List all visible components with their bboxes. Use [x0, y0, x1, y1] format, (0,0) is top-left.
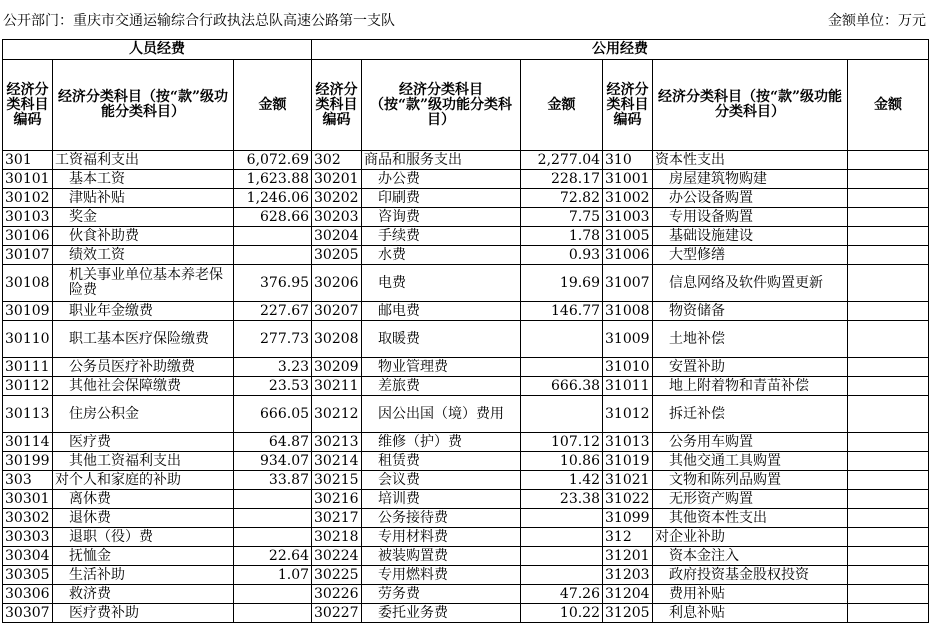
- item-amount-cell: 19.69: [521, 265, 603, 302]
- item-amount-cell: [234, 585, 312, 604]
- item-amount-cell: [848, 509, 929, 528]
- item-code-cell: 30303: [3, 528, 53, 547]
- item-name-cell: 电费: [362, 265, 521, 302]
- table-row: [3, 509, 929, 528]
- item-name-cell: 大型修缮: [653, 246, 848, 265]
- item-name-cell: 劳务费: [362, 585, 521, 604]
- column-header-code: 经济分类科目编码: [603, 60, 653, 151]
- item-amount-cell: [848, 585, 929, 604]
- item-name-cell: 无形资产购置: [653, 490, 848, 509]
- item-code-cell: 31009: [603, 321, 653, 358]
- item-name-cell: 机关事业单位基本养老保险费: [53, 265, 234, 302]
- column-header-code: 经济分类科目编码: [3, 60, 53, 151]
- table-row: [3, 358, 929, 377]
- table-row: [3, 189, 929, 208]
- item-code-cell: 30307: [3, 604, 53, 623]
- item-code-cell: 30112: [3, 377, 53, 396]
- item-code-cell: 30217: [312, 509, 362, 528]
- item-amount-cell: [848, 189, 929, 208]
- table-row: [3, 528, 929, 547]
- item-code-cell: 30113: [3, 396, 53, 433]
- item-code-cell: 30305: [3, 566, 53, 585]
- column-header-name: 经济分类科目（按“款”级功能分类科目）: [53, 60, 234, 151]
- item-name-cell: 其他资本性支出: [653, 509, 848, 528]
- item-amount-cell: [234, 490, 312, 509]
- item-name-cell: 信息网络及软件购置更新: [653, 265, 848, 302]
- item-amount-cell: 376.95: [234, 265, 312, 302]
- item-name-cell: 伙食补助费: [53, 227, 234, 246]
- item-code-cell: 30214: [312, 452, 362, 471]
- item-code-cell: 310: [603, 151, 653, 170]
- item-amount-cell: [848, 528, 929, 547]
- item-amount-cell: [848, 490, 929, 509]
- table-row: [3, 170, 929, 189]
- table-row: [3, 547, 929, 566]
- item-code-cell: 30301: [3, 490, 53, 509]
- table-row: [3, 396, 929, 433]
- item-name-cell: 对企业补助: [653, 528, 848, 547]
- item-name-cell: 租赁费: [362, 452, 521, 471]
- table-row: [3, 265, 929, 302]
- item-amount-cell: [848, 227, 929, 246]
- item-name-cell: 被装购置费: [362, 547, 521, 566]
- item-amount-cell: [848, 547, 929, 566]
- item-name-cell: 津贴补贴: [53, 189, 234, 208]
- item-amount-cell: 1.42: [521, 471, 603, 490]
- item-name-cell: 水费: [362, 246, 521, 265]
- group-header-personnel: 人员经费: [3, 40, 312, 60]
- item-amount-cell: [848, 396, 929, 433]
- item-name-cell: 因公出国（境）费用: [362, 396, 521, 433]
- item-amount-cell: [848, 170, 929, 189]
- item-code-cell: 30205: [312, 246, 362, 265]
- item-code-cell: 30203: [312, 208, 362, 227]
- item-code-cell: 30110: [3, 321, 53, 358]
- item-name-cell: 咨询费: [362, 208, 521, 227]
- item-code-cell: 30302: [3, 509, 53, 528]
- item-name-cell: 医疗费补助: [53, 604, 234, 623]
- table-row: [3, 452, 929, 471]
- column-header-name: 经济分类科目（按“款”级功能分类科目）: [362, 60, 521, 151]
- item-code-cell: 30108: [3, 265, 53, 302]
- item-code-cell: 31002: [603, 189, 653, 208]
- table-row: [3, 208, 929, 227]
- group-header-public: 公用经费: [312, 40, 929, 60]
- item-code-cell: 302: [312, 151, 362, 170]
- item-code-cell: 30206: [312, 265, 362, 302]
- item-amount-cell: [521, 396, 603, 433]
- item-amount-cell: [848, 566, 929, 585]
- item-code-cell: 30111: [3, 358, 53, 377]
- table-row: [3, 302, 929, 321]
- item-name-cell: 专用燃料费: [362, 566, 521, 585]
- table-row: [3, 321, 929, 358]
- item-code-cell: 31007: [603, 265, 653, 302]
- item-name-cell: 其他工资福利支出: [53, 452, 234, 471]
- item-amount-cell: 2,277.04: [521, 151, 603, 170]
- item-name-cell: 专用设备购置: [653, 208, 848, 227]
- column-header-code: 经济分类科目编码: [312, 60, 362, 151]
- item-amount-cell: 23.38: [521, 490, 603, 509]
- item-code-cell: 31003: [603, 208, 653, 227]
- item-name-cell: 安置补助: [653, 358, 848, 377]
- item-amount-cell: 6,072.69: [234, 151, 312, 170]
- item-code-cell: 31010: [603, 358, 653, 377]
- item-name-cell: 土地补偿: [653, 321, 848, 358]
- item-code-cell: 30204: [312, 227, 362, 246]
- item-name-cell: 办公设备购置: [653, 189, 848, 208]
- item-name-cell: 会议费: [362, 471, 521, 490]
- item-name-cell: 差旅费: [362, 377, 521, 396]
- item-amount-cell: 1,623.88: [234, 170, 312, 189]
- item-name-cell: 文物和陈列品购置: [653, 471, 848, 490]
- item-code-cell: 31019: [603, 452, 653, 471]
- item-code-cell: 30107: [3, 246, 53, 265]
- table-row: [3, 246, 929, 265]
- item-code-cell: 31011: [603, 377, 653, 396]
- item-name-cell: 商品和服务支出: [362, 151, 521, 170]
- item-amount-cell: 10.86: [521, 452, 603, 471]
- item-amount-cell: [234, 246, 312, 265]
- item-name-cell: 工资福利支出: [53, 151, 234, 170]
- item-amount-cell: [848, 265, 929, 302]
- item-amount-cell: [848, 604, 929, 623]
- item-amount-cell: 47.26: [521, 585, 603, 604]
- table-row: [3, 490, 929, 509]
- item-name-cell: 培训费: [362, 490, 521, 509]
- item-code-cell: 31005: [603, 227, 653, 246]
- item-code-cell: 301: [3, 151, 53, 170]
- item-name-cell: 生活补助: [53, 566, 234, 585]
- item-code-cell: 30209: [312, 358, 362, 377]
- item-code-cell: 303: [3, 471, 53, 490]
- item-name-cell: 职工基本医疗保险缴费: [53, 321, 234, 358]
- item-amount-cell: 0.93: [521, 246, 603, 265]
- item-code-cell: 31022: [603, 490, 653, 509]
- item-amount-cell: [848, 377, 929, 396]
- item-name-cell: 其他社会保障缴费: [53, 377, 234, 396]
- item-name-cell: 基本工资: [53, 170, 234, 189]
- item-name-cell: 离休费: [53, 490, 234, 509]
- item-amount-cell: 227.67: [234, 302, 312, 321]
- amount-unit-label: 金额单位：万元: [828, 13, 926, 29]
- item-code-cell: 30114: [3, 433, 53, 452]
- item-code-cell: 30211: [312, 377, 362, 396]
- item-amount-cell: [234, 227, 312, 246]
- item-code-cell: 30304: [3, 547, 53, 566]
- column-header-amount: 金额: [848, 60, 929, 151]
- item-amount-cell: [848, 471, 929, 490]
- item-amount-cell: [234, 528, 312, 547]
- table-row: [3, 433, 929, 452]
- table-row: [3, 566, 929, 585]
- item-amount-cell: 277.73: [234, 321, 312, 358]
- item-code-cell: 30216: [312, 490, 362, 509]
- item-name-cell: 奖金: [53, 208, 234, 227]
- item-name-cell: 专用材料费: [362, 528, 521, 547]
- item-amount-cell: 7.75: [521, 208, 603, 227]
- item-code-cell: 31099: [603, 509, 653, 528]
- item-name-cell: 地上附着物和青苗补偿: [653, 377, 848, 396]
- item-amount-cell: 628.66: [234, 208, 312, 227]
- item-name-cell: 邮电费: [362, 302, 521, 321]
- item-name-cell: 印刷费: [362, 189, 521, 208]
- item-amount-cell: [848, 358, 929, 377]
- item-code-cell: 31001: [603, 170, 653, 189]
- item-code-cell: 31203: [603, 566, 653, 585]
- column-header-amount: 金额: [234, 60, 312, 151]
- expenditure-table: [2, 39, 929, 623]
- item-amount-cell: [848, 321, 929, 358]
- item-name-cell: 对个人和家庭的补助: [53, 471, 234, 490]
- item-code-cell: 30306: [3, 585, 53, 604]
- item-amount-cell: 1.07: [234, 566, 312, 585]
- item-code-cell: 31021: [603, 471, 653, 490]
- table-row: [3, 585, 929, 604]
- item-amount-cell: 3.23: [234, 358, 312, 377]
- item-code-cell: 30207: [312, 302, 362, 321]
- item-amount-cell: 10.22: [521, 604, 603, 623]
- item-amount-cell: [848, 151, 929, 170]
- item-name-cell: 其他交通工具购置: [653, 452, 848, 471]
- item-code-cell: 30226: [312, 585, 362, 604]
- item-amount-cell: [521, 547, 603, 566]
- item-name-cell: 维修（护）费: [362, 433, 521, 452]
- column-header-amount: 金额: [521, 60, 603, 151]
- item-name-cell: 公务员医疗补助缴费: [53, 358, 234, 377]
- item-amount-cell: [521, 321, 603, 358]
- item-name-cell: 政府投资基金股权投资: [653, 566, 848, 585]
- item-code-cell: 31204: [603, 585, 653, 604]
- item-name-cell: 取暖费: [362, 321, 521, 358]
- item-code-cell: 31013: [603, 433, 653, 452]
- item-code-cell: 30103: [3, 208, 53, 227]
- item-code-cell: 30208: [312, 321, 362, 358]
- table-row: [3, 604, 929, 623]
- item-amount-cell: 33.87: [234, 471, 312, 490]
- item-amount-cell: [521, 566, 603, 585]
- report-header: [0, 0, 932, 39]
- item-amount-cell: 146.77: [521, 302, 603, 321]
- item-amount-cell: [234, 604, 312, 623]
- item-amount-cell: [234, 509, 312, 528]
- item-code-cell: 30225: [312, 566, 362, 585]
- item-code-cell: 30101: [3, 170, 53, 189]
- department-label: 公开部门：重庆市交通运输综合行政执法总队高速公路第一支队: [3, 13, 395, 29]
- item-name-cell: 救济费: [53, 585, 234, 604]
- item-amount-cell: 666.38: [521, 377, 603, 396]
- item-amount-cell: 666.05: [234, 396, 312, 433]
- item-code-cell: 31205: [603, 604, 653, 623]
- item-amount-cell: [848, 208, 929, 227]
- item-amount-cell: 22.64: [234, 547, 312, 566]
- item-code-cell: 30227: [312, 604, 362, 623]
- item-amount-cell: [848, 452, 929, 471]
- item-code-cell: 30109: [3, 302, 53, 321]
- item-amount-cell: 107.12: [521, 433, 603, 452]
- item-name-cell: 办公费: [362, 170, 521, 189]
- item-code-cell: 31006: [603, 246, 653, 265]
- item-code-cell: 30212: [312, 396, 362, 433]
- item-name-cell: 手续费: [362, 227, 521, 246]
- item-name-cell: 费用补贴: [653, 585, 848, 604]
- item-name-cell: 退休费: [53, 509, 234, 528]
- item-name-cell: 职业年金缴费: [53, 302, 234, 321]
- item-amount-cell: [848, 302, 929, 321]
- table-row: [3, 227, 929, 246]
- item-name-cell: 住房公积金: [53, 396, 234, 433]
- item-amount-cell: 72.82: [521, 189, 603, 208]
- item-amount-cell: [521, 528, 603, 547]
- item-amount-cell: 64.87: [234, 433, 312, 452]
- item-name-cell: 拆迁补偿: [653, 396, 848, 433]
- item-amount-cell: 1.78: [521, 227, 603, 246]
- item-amount-cell: [521, 358, 603, 377]
- item-code-cell: 30201: [312, 170, 362, 189]
- item-name-cell: 物资储备: [653, 302, 848, 321]
- item-name-cell: 利息补贴: [653, 604, 848, 623]
- item-code-cell: 31012: [603, 396, 653, 433]
- item-name-cell: 绩效工资: [53, 246, 234, 265]
- item-code-cell: 312: [603, 528, 653, 547]
- item-name-cell: 委托业务费: [362, 604, 521, 623]
- item-amount-cell: [521, 509, 603, 528]
- item-name-cell: 公务接待费: [362, 509, 521, 528]
- item-name-cell: 资本金注入: [653, 547, 848, 566]
- item-amount-cell: 934.07: [234, 452, 312, 471]
- item-amount-cell: [848, 433, 929, 452]
- item-code-cell: 30224: [312, 547, 362, 566]
- item-code-cell: 30215: [312, 471, 362, 490]
- column-header-name: 经济分类科目（按“款”级功能分类科目）: [653, 60, 848, 151]
- item-code-cell: 30102: [3, 189, 53, 208]
- item-amount-cell: 23.53: [234, 377, 312, 396]
- item-code-cell: 30199: [3, 452, 53, 471]
- item-name-cell: 医疗费: [53, 433, 234, 452]
- item-amount-cell: 1,246.06: [234, 189, 312, 208]
- table-row: [3, 151, 929, 170]
- item-name-cell: 资本性支出: [653, 151, 848, 170]
- table-row: [3, 471, 929, 490]
- item-name-cell: 公务用车购置: [653, 433, 848, 452]
- item-amount-cell: [848, 246, 929, 265]
- table-row: [3, 377, 929, 396]
- item-name-cell: 基础设施建设: [653, 227, 848, 246]
- item-name-cell: 退职（役）费: [53, 528, 234, 547]
- item-code-cell: 30106: [3, 227, 53, 246]
- item-code-cell: 31008: [603, 302, 653, 321]
- item-name-cell: 物业管理费: [362, 358, 521, 377]
- item-name-cell: 抚恤金: [53, 547, 234, 566]
- item-code-cell: 31201: [603, 547, 653, 566]
- item-code-cell: 30218: [312, 528, 362, 547]
- item-code-cell: 30202: [312, 189, 362, 208]
- item-code-cell: 30213: [312, 433, 362, 452]
- item-amount-cell: 228.17: [521, 170, 603, 189]
- item-name-cell: 房屋建筑物购建: [653, 170, 848, 189]
